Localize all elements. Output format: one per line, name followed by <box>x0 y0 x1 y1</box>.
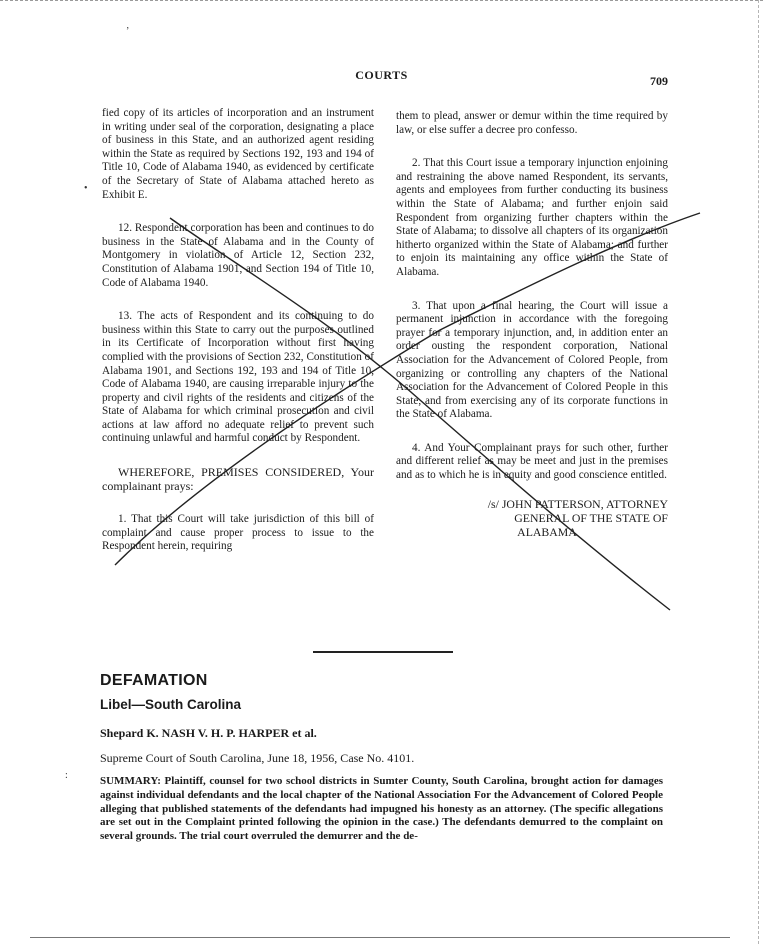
scan-edge-right <box>758 0 759 944</box>
section-separator <box>313 651 453 653</box>
signature-line: /s/ JOHN PATTERSON, ATTORNEY <box>487 496 668 511</box>
prayer-1: 1. That this Court will take jurisdiction of this bill of complaint and cause proper process to issue to the Respondent herein, requiring <box>102 513 374 553</box>
case-title: Shepard K. NASH V. H. P. HARPER et al. <box>100 726 317 740</box>
paragraph-13: 13. The acts of Respondent and its continuing to do business within this State to carry out the purposes outlined in its Certificate of Incorporation without first having complied with the provisions of Section 232, Constitution of Alabama 1901, and Sections 192, 193 and 194 of Title 10, Code of Alabama 1940, are causing irreparable injury to the property and civil rights of the residents and citizens of the State of Alabama for which criminal prosecution and civil actions at law afford no adequate relief to prevent such continuing unlawful and harmful conduct by Respondent. <box>102 310 374 445</box>
left-column <box>102 107 374 554</box>
scan-edge-top <box>0 0 763 1</box>
page-number: 709 <box>650 74 668 88</box>
paragraph-continuation: them to plead, answer or demur within the time required by law, or else suffer a decree pro confesso. <box>396 110 668 136</box>
prayer-2: 2. That this Court issue a temporary injunction enjoining and restraining the above named Respondent, its servants, agents and employees from further conducting its business within the State of Alabama; and further enjoin said Respondent from organizing further chapters within the State of Alabama; to dissolve all chapters of its organization hitherto organized within the State of Alabama; and further to enjoin its maintaining any office within the State of Alabama. <box>396 157 668 278</box>
section-subheading: Libel—South Carolina <box>100 697 242 712</box>
scan-speck: ’ <box>126 26 130 37</box>
scan-speck: : <box>65 770 68 781</box>
signature-line: GENERAL OF THE STATE OF <box>514 510 668 525</box>
running-head: COURTS <box>355 68 408 82</box>
prayer-3: 3. That upon a final hearing, the Court will issue a permanent injunction in accordance with the foregoing prayer for a temporary injunction, and, in addition enter an order ousting the respondent corporation, National Association for the Advancement of Colored People, from organizing or controlling any chapters of the National Association for the Advancement of Colored People in this State, and from exercising any of its corporate functions in the State of Alabama. <box>396 299 668 421</box>
paragraph-continuation: fied copy of its articles of incorporation and an instrument in writing under seal of the corporation, designating a place of business in this State, and an authorized agent residing within the State as required by Sections 192, 193 and 194 of Title 10, Code of Alabama 1940, as evidenced by certificate of the Secretary of State of Alabama attached hereto as Exhibit E. <box>102 107 374 201</box>
signature-line: ALABAMA <box>517 524 577 539</box>
scan-speck: • <box>84 183 88 194</box>
section-heading: DEFAMATION <box>100 672 208 689</box>
prayer-4: 4. And Your Complainant prays for such other, further and different relief as may be meet and just in the premises and as to which he is in equity and good conscience entitled. <box>396 441 668 482</box>
right-column <box>396 110 668 539</box>
paragraph-12: 12. Respondent corporation has been and continues to do business in the State of Alabama and in the County of Montgomery in violation of Article 12, Section 232, Constitution of Alabama 1901, and Section 194 of Title 10, Code of Alabama 1940. <box>102 222 374 289</box>
scan-edge-bottom <box>30 937 730 938</box>
signature-block <box>396 497 668 539</box>
case-summary: SUMMARY: Plaintiff, counsel for two school districts in Sumter County, South Carolina, brought action for damages against individual defendants and the local chapter of the National Association For the Advancement of Colored People alleging that published statements of the defendants had impugned his honesty as an attorney. (The specific allegations are set out in the Complaint printed following the opinion in the case.) The defendants demurred to the complaint on several grounds. The trial court overruled the demurrer and the de- <box>100 775 663 843</box>
court-citation: Supreme Court of South Carolina, June 18, 1956, Case No. 4101. <box>100 751 415 765</box>
wherefore-clause: WHEREFORE, PREMISES CONSIDERED, Your complainant prays: <box>102 465 374 493</box>
